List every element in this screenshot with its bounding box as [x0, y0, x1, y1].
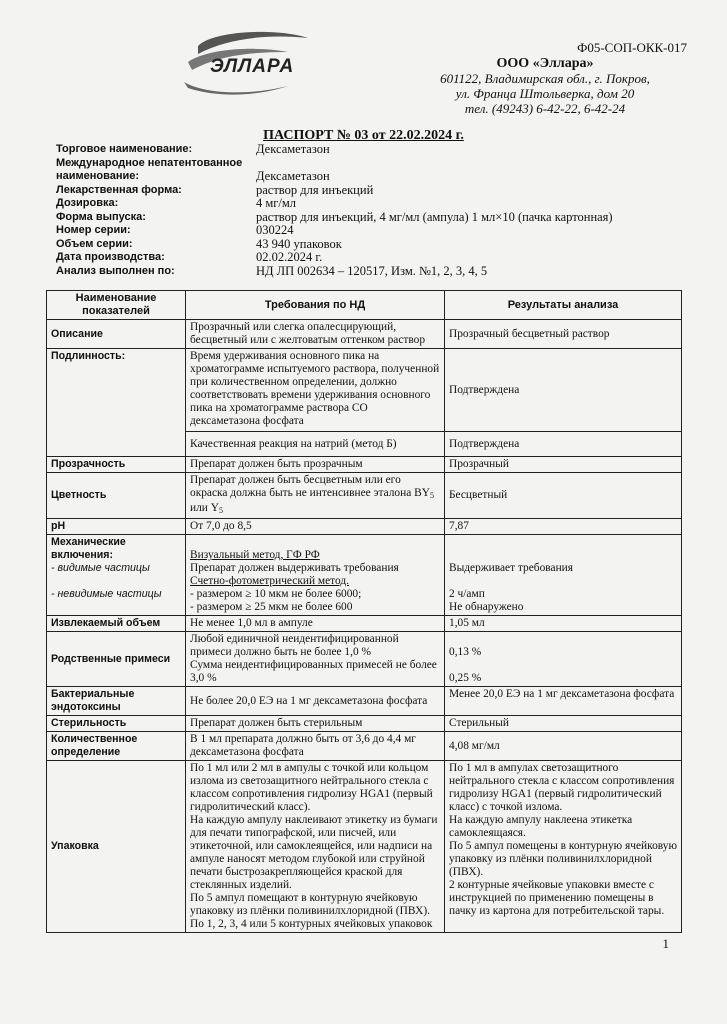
meta-row	[56, 197, 676, 211]
row-result	[445, 632, 682, 687]
form-code: Ф05-СОП-ОКК-017	[577, 40, 687, 55]
row-requirement: В 1 мл препарата должно быть от 3,6 до 4,4 мг дексаметазона фосфата	[186, 732, 445, 761]
meta-list	[56, 143, 676, 278]
requirement-text: - размером ≥ 10 мкм не более 6000;	[190, 588, 362, 600]
table-row	[47, 519, 682, 535]
row-result: Прозрачный бесцветный раствор	[445, 320, 682, 349]
row-requirement	[186, 473, 445, 519]
meta-key: Анализ выполнен по:	[56, 264, 175, 277]
meta-value: раствор для инъекций, 4 мг/мл (ампула) 1 мл×10 (пачка картонная)	[256, 209, 613, 224]
meta-row	[56, 184, 676, 198]
result-text: 0,25 %	[449, 672, 482, 684]
row-name: Извлекаемый объем	[47, 616, 186, 632]
meta-value: раствор для инъекций	[256, 182, 374, 197]
results-table	[46, 290, 682, 933]
meta-key: Номер серии:	[56, 224, 131, 236]
col-header-indicators: Наименование показателей	[47, 291, 186, 320]
row-requirement: Не более 20,0 ЕЭ на 1 мг дексаметазона фосфата	[186, 687, 445, 716]
row-result: Подтверждена	[445, 432, 682, 457]
row-requirement: Качественная реакция на натрий (метод Б)	[186, 432, 445, 457]
requirement-text: Препарат должен быть бесцветным или его окраска должна быть не интенсивнее эталона BY	[190, 474, 430, 499]
row-result: Прозрачный	[445, 457, 682, 473]
row-result: Подтверждена	[445, 349, 682, 432]
row-requirement: По 1 мл или 2 мл в ампулы с точкой или кольцом излома из светозащитного нейтрального стекла с классом сопротивления гидролизу HGA1 (первый гидролитический класс). На каждую ампулу наклеивают этикетку из бумаги для печати типографской, или писчей, или этикеточной, или самоклеящейся, или надписи на ампуле наносят методом глубокой или струйной печати быстрозакрепляющейся краской для стеклянных изделий. По 5 ампул помещают в контурную ячейковую упаковку из плёнки поливинилхлоридной (ПВХ). По 1, 2, 3, 4 или 5 контурных ячейковых упаковок	[186, 761, 445, 933]
mech-invisible: - невидимые частицы	[51, 588, 162, 600]
address-line-2: ул. Франца Штольверка, дом 20	[455, 86, 635, 101]
subscript: 5	[218, 506, 223, 515]
row-name: Стерильность	[47, 716, 186, 732]
row-name: Бактериальные эндотоксины	[47, 687, 186, 716]
row-name: Подлинность:	[47, 349, 186, 457]
meta-value	[256, 157, 676, 171]
table-row	[47, 616, 682, 632]
table-row	[47, 761, 682, 933]
row-result: 1,05 мл	[445, 616, 682, 632]
row-name: Родственные примеси	[47, 632, 186, 687]
row-name: Описание	[47, 320, 186, 349]
document-title: ПАСПОРТ № 03 от 22.02.2024 г.	[263, 128, 464, 143]
row-requirement	[186, 632, 445, 687]
address-line-1: 601122, Владимирская обл., г. Покров,	[440, 71, 650, 86]
result-text: 0,13 %	[449, 646, 482, 658]
col-header-requirements: Требования по НД	[186, 291, 445, 320]
meta-row	[56, 211, 676, 225]
row-name: Количественное определение	[47, 732, 186, 761]
row-result: Стерильный	[445, 716, 682, 732]
mech-title: Механические включения:	[51, 536, 126, 561]
row-result: 7,87	[445, 519, 682, 535]
row-result: 4,08 мг/мл	[445, 732, 682, 761]
company-block	[420, 56, 670, 116]
meta-key: Лекарственная форма:	[56, 183, 182, 196]
meta-row	[56, 170, 676, 184]
row-requirement: Препарат должен быть стерильным	[186, 716, 445, 732]
requirement-text: Любой единичной неидентифицированной примеси должно быть не более 1,0 %	[190, 633, 399, 658]
meta-row	[56, 157, 676, 171]
table-row	[47, 535, 682, 616]
result-text: Не обнаружено	[449, 601, 524, 613]
meta-key: Объем серии:	[56, 237, 133, 250]
row-requirement: Прозрачный или слегка опалесцирующий, бесцветный или с желтоватым оттенком раствор	[186, 320, 445, 349]
row-requirement: Не менее 1,0 мл в ампуле	[186, 616, 445, 632]
meta-row	[56, 143, 676, 157]
row-result: По 1 мл в ампулах светозащитного нейтрального стекла с классом сопротивления гидролизу HGA1 (первый гидролитический класс) с точкой излома. На каждую ампулу наклеена этикетка самоклеящаяся. По 5 ампул помещены в контурную ячейковую упаковку из плёнки поливинилхлоридной (ПВХ). 2 контурные ячейковые упаковки вместе с инструкцией по применению помещены в пачку из картона для потребительской тары.	[445, 761, 682, 933]
row-requirement: Время удерживания основного пика на хроматограмме испытуемого раствора, полученной при количественном определении, должно соответствовать времени удерживания основного пика на хроматограмме раствора СО дексаметазона фосфата	[186, 349, 445, 432]
table-row	[47, 687, 682, 716]
page-number: 1	[662, 936, 669, 951]
meta-key: Международное непатентованное	[56, 156, 243, 169]
requirement-text: - размером ≥ 25 мкм не более 600	[190, 601, 353, 613]
meta-row	[56, 224, 676, 238]
table-row	[47, 732, 682, 761]
requirement-text: Препарат должен выдерживать требования	[190, 562, 399, 574]
table-row	[47, 457, 682, 473]
table-row	[47, 716, 682, 732]
row-name: Цветность	[47, 473, 186, 519]
table-row	[47, 473, 682, 519]
row-result	[445, 535, 682, 616]
row-requirement: От 7,0 до 8,5	[186, 519, 445, 535]
meta-value: Дексаметазон	[256, 169, 330, 183]
company-name: ООО «Эллара»	[496, 56, 594, 71]
meta-row	[56, 251, 676, 265]
row-name	[47, 535, 186, 616]
mech-visible: - видимые частицы	[51, 562, 150, 574]
meta-key: Дата производства:	[56, 251, 165, 263]
row-name: Упаковка	[47, 761, 186, 933]
meta-value: Дексаметазон	[256, 142, 330, 156]
meta-row	[56, 238, 676, 252]
row-requirement: Препарат должен быть прозрачным	[186, 457, 445, 473]
row-name: Прозрачность	[47, 457, 186, 473]
method-photometric: Счетно-фотометрический метод.	[190, 575, 349, 587]
meta-value: 43 940 упаковок	[256, 236, 342, 251]
row-result: Бесцветный	[445, 473, 682, 519]
row-requirement	[186, 535, 445, 616]
meta-row	[56, 265, 676, 279]
table-header-row	[47, 291, 682, 320]
meta-key: Торговое наименование:	[56, 143, 193, 155]
row-result: Менее 20,0 ЕЭ на 1 мг дексаметазона фосфата	[445, 687, 682, 716]
meta-value: 030224	[256, 223, 294, 237]
meta-value: 02.02.2024 г.	[256, 250, 323, 264]
phone-line: тел. (49243) 6-42-22, 6-42-24	[464, 101, 626, 116]
requirement-text: Сумма неидентифицированных примесей не более 3,0 %	[190, 659, 437, 684]
meta-key: Дозировка:	[56, 197, 119, 209]
col-header-results: Результаты анализа	[445, 291, 682, 320]
row-name: pH	[47, 519, 186, 535]
table-row	[47, 320, 682, 349]
table-row	[47, 349, 682, 432]
meta-key: Форма выпуска:	[56, 210, 146, 223]
logo-text: ЭЛЛАРА	[210, 56, 295, 77]
meta-value: 4 мг/мл	[256, 196, 297, 210]
meta-value: НД ЛП 002634 – 120517, Изм. №1, 2, 3, 4, 5	[256, 263, 488, 278]
subscript: 5	[429, 491, 434, 500]
method-visual: Визуальный метод, ГФ РФ	[190, 549, 320, 561]
result-text: 2 ч/амп	[449, 588, 485, 600]
requirement-text: или Y	[190, 502, 219, 514]
meta-key: наименование:	[56, 170, 140, 182]
result-text: Выдерживает требования	[449, 562, 574, 574]
table-row	[47, 632, 682, 687]
